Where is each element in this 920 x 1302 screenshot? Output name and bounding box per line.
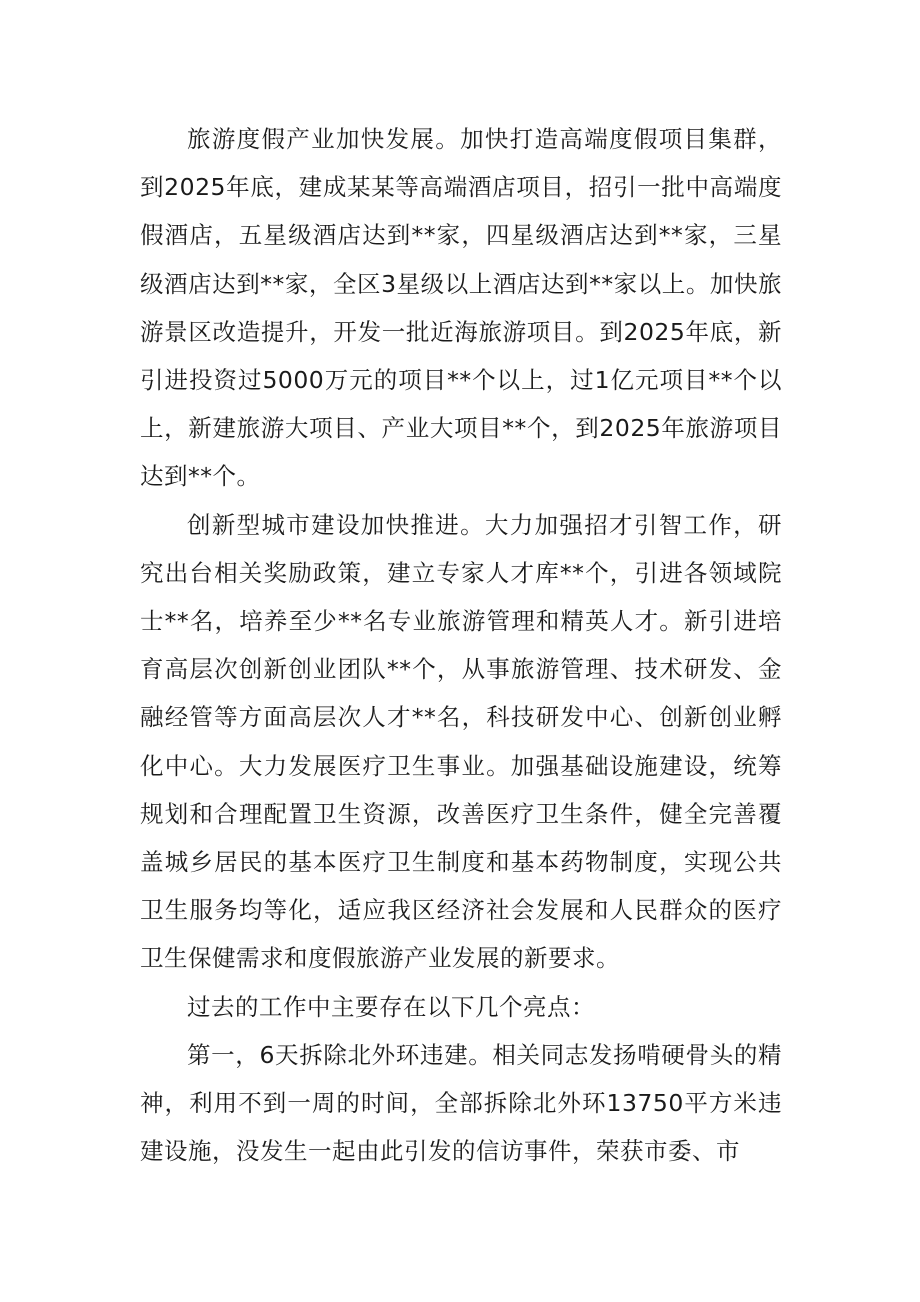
paragraph-tourism-resort: 旅游度假产业加快发展。加快打造高端度假项目集群，到2025年底，建成某某等高端酒店项目，招引一批中高端度假酒店，五星级酒店达到**家，四星级酒店达到**家，三星级酒店达到**家，全区3星级以上酒店达到**家以上。加快旅游景区改造提升，开发一批近海旅游项目。到2025年底，新引进投资过5000万元的项目**个以上，过1亿元项目**个以上，新建旅游大项目、产业大项目**个，到2025年旅游项目达到**个。: [140, 125, 782, 491]
paragraph-innovative-city: 创新型城市建设加快推进。大力加强招才引智工作，研究出台相关奖励政策，建立专家人才库**个，引进各领域院士**名，培养至少**名专业旅游管理和精英人才。新引进培育高层次创新创业团队**个，从事旅游管理、技术研发、金融经管等方面高层次人才**名，科技研发中心、创新创业孵化中心。大力发展医疗卫生事业。加强基础设施建设，统筹规划和合理配置卫生资源，改善医疗卫生条件，健全完善覆盖城乡居民的基本医疗卫生制度和基本药物制度，实现公共卫生服务均等化，适应我区经济社会发展和人民群众的医疗卫生保健需求和度假旅游产业发展的新要求。: [140, 510, 782, 973]
paragraph-highlights-intro: 过去的工作中主要存在以下几个亮点：: [187, 992, 595, 1021]
paragraph-highlight-first: 第一，6天拆除北外环违建。相关同志发扬啃硬骨头的精神，利用不到一周的时间，全部拆除北外环13750平方米违建设施，没发生一起由此引发的信访事件，荣获市委、市: [140, 1040, 782, 1166]
document-body: [140, 115, 782, 1175]
